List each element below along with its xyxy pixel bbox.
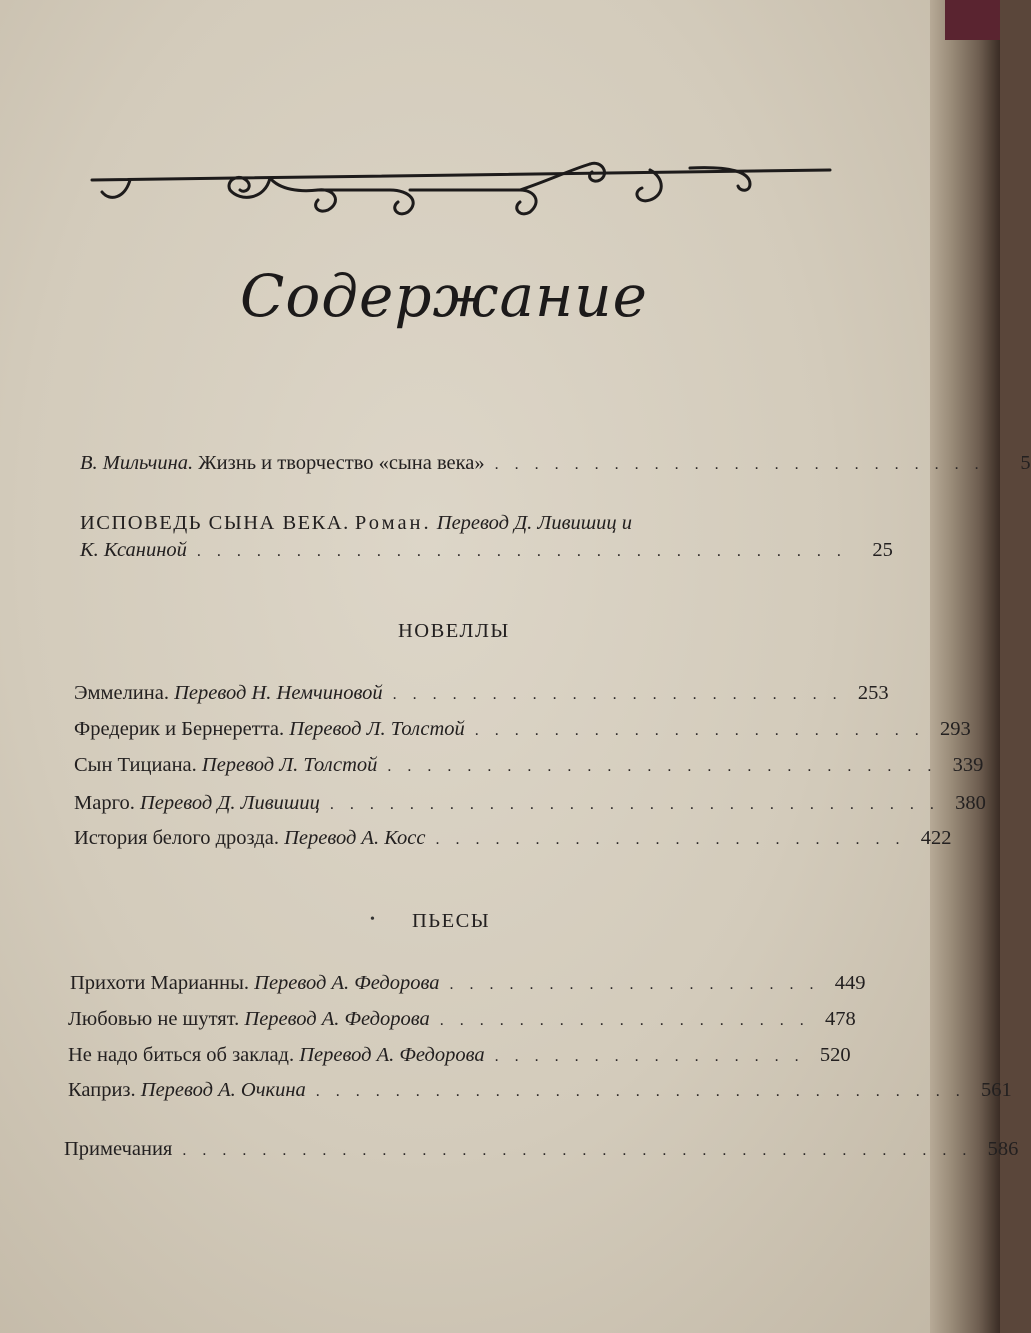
novel-genre: Роман. bbox=[354, 512, 432, 534]
leader-dots: . . . . . . . . . . . . . . . . . . . . . . . . . . . . . . . . . . . . . . . . bbox=[182, 1142, 973, 1159]
section-heading-novellas: НОВЕЛЛЫ bbox=[398, 620, 510, 642]
intro-author: В. Мильчина. bbox=[80, 452, 194, 474]
page-number: 561 bbox=[981, 1079, 1012, 1101]
entry-title: Эммелина. bbox=[74, 682, 169, 704]
toc-entry bbox=[68, 1044, 850, 1067]
entry-translator: Перевод Н. Немчиновой bbox=[174, 682, 383, 704]
entry-translator: Перевод А. Федорова bbox=[244, 1008, 430, 1030]
page-number: 339 bbox=[952, 754, 984, 776]
toc-entry-intro bbox=[80, 452, 1031, 475]
page-number: 586 bbox=[987, 1138, 1019, 1160]
toc-entry bbox=[74, 792, 986, 815]
leader-dots: . . . . . . . . . . . . . . . . . . . . . . . . bbox=[435, 831, 906, 848]
entry-translator: Перевод Л. Толстой bbox=[289, 718, 465, 740]
leader-dots: . . . . . . . . . . . . . . . . . . . . . . . bbox=[474, 722, 925, 739]
entry-translator: Перевод А. Косс bbox=[284, 827, 426, 849]
toc-entry bbox=[74, 827, 952, 850]
entry-title: Прихоти Марианны. bbox=[70, 972, 250, 994]
page-number: 449 bbox=[834, 972, 866, 994]
leader-dots: . . . . . . . . . . . . . . . . . . . . . . . . . . . . . . . bbox=[329, 796, 940, 813]
ink-mark: • bbox=[370, 912, 375, 927]
section-heading-plays: ПЬЕСЫ bbox=[412, 910, 491, 932]
page-number: 5 bbox=[1020, 452, 1031, 474]
page-number: 380 bbox=[955, 792, 986, 814]
leader-dots: . . . . . . . . . . . . . . . . . . . . . . . . . . . . . . . . . bbox=[196, 543, 847, 560]
page-number: 422 bbox=[920, 827, 952, 849]
entry-title: Марго. bbox=[74, 792, 135, 814]
novel-translation-1: Перевод Д. Ливишиц и bbox=[436, 512, 633, 534]
toc-entry-novel-line1 bbox=[80, 512, 850, 535]
entry-translator: Перевод А. Федорова bbox=[299, 1044, 485, 1066]
novel-translation-2: К. Ксаниной bbox=[80, 539, 187, 561]
toc-entry bbox=[74, 754, 984, 777]
toc-entry bbox=[68, 1008, 856, 1031]
entry-title: Каприз. bbox=[68, 1079, 136, 1101]
leader-dots: . . . . . . . . . . . . . . . . . . . . . . . . . . . . bbox=[387, 758, 938, 775]
notes-title: Примечания bbox=[64, 1138, 173, 1160]
entry-translator: Перевод Д. Ливишиц bbox=[139, 792, 320, 814]
intro-title: Жизнь и творчество «сына века» bbox=[198, 452, 485, 474]
toc-entry bbox=[74, 718, 971, 741]
page-number: 253 bbox=[857, 682, 889, 704]
decorative-ornament bbox=[90, 150, 845, 230]
toc-entry bbox=[68, 1079, 1012, 1102]
entry-title: Любовью не шутят. bbox=[68, 1008, 240, 1030]
leader-dots: . . . . . . . . . . . . . . . . . . . bbox=[449, 976, 820, 993]
book-spine bbox=[930, 0, 1000, 1333]
entry-title: История белого дрозда. bbox=[74, 827, 279, 849]
leader-dots: . . . . . . . . . . . . . . . . . . . . . . . . . . . . . . . . . bbox=[315, 1083, 966, 1100]
entry-translator: Перевод Л. Толстой bbox=[201, 754, 378, 776]
entry-title: Не надо биться об заклад. bbox=[68, 1044, 295, 1066]
book-cover-edge bbox=[945, 0, 1000, 40]
entry-title: Фредерик и Бернеретта. bbox=[74, 718, 285, 740]
toc-entry-notes bbox=[64, 1138, 1019, 1161]
toc-entry bbox=[70, 972, 866, 995]
leader-dots: . . . . . . . . . . . . . . . . . . . . . . . bbox=[392, 686, 843, 703]
page-number: 25 bbox=[872, 539, 893, 561]
novel-title: ИСПОВЕДЬ СЫНА ВЕКА. bbox=[80, 512, 350, 534]
entry-translator: Перевод А. Федорова bbox=[254, 972, 440, 994]
entry-title: Сын Тициана. bbox=[74, 754, 197, 776]
page-title: Содержание bbox=[240, 262, 648, 330]
toc-entry bbox=[74, 682, 889, 705]
page-number: 293 bbox=[940, 718, 971, 740]
leader-dots: . . . . . . . . . . . . . . . . . . . bbox=[439, 1012, 810, 1029]
toc-entry-novel-line2 bbox=[80, 539, 893, 562]
leader-dots: . . . . . . . . . . . . . . . . . . . . . . . . . bbox=[494, 456, 985, 473]
leader-dots: . . . . . . . . . . . . . . . . bbox=[494, 1048, 805, 1065]
entry-translator: Перевод А. Очкина bbox=[140, 1079, 306, 1101]
page-number: 478 bbox=[824, 1008, 856, 1030]
page-number: 520 bbox=[819, 1044, 851, 1066]
